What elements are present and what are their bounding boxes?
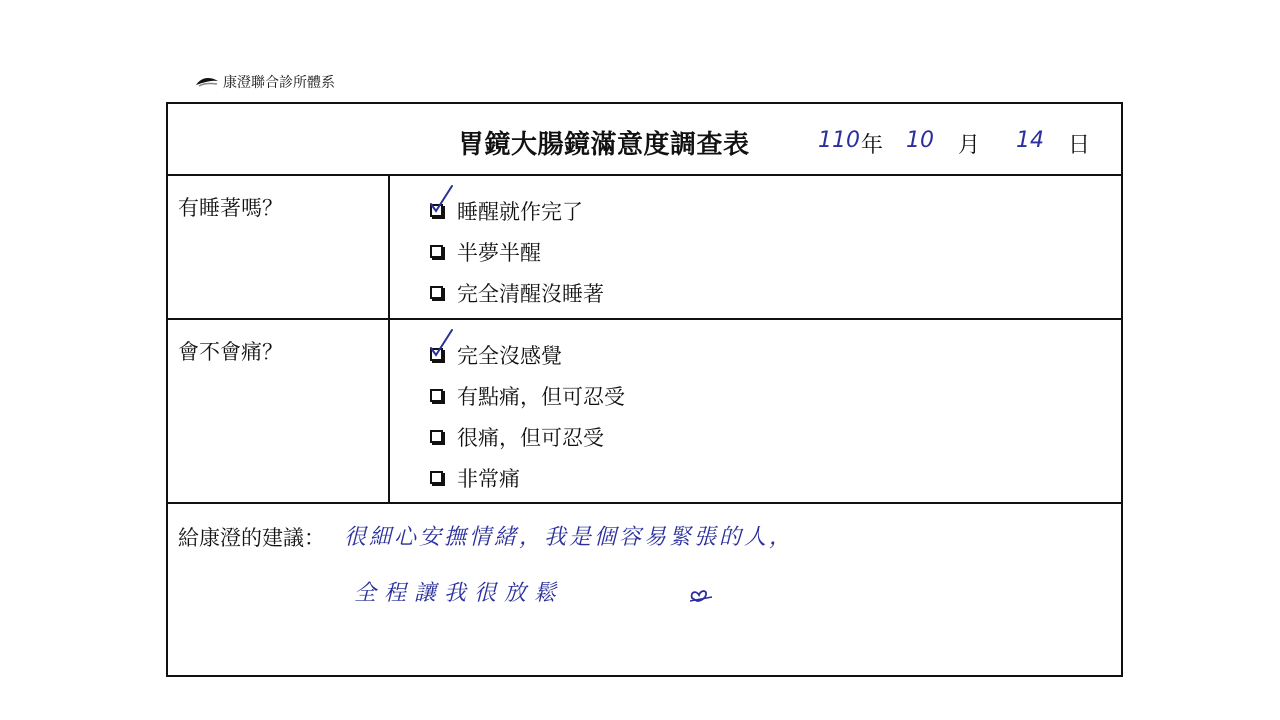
advice-handwritten-line2: 全程讓我很放鬆 [354,581,565,606]
year-value: 110 [818,128,860,153]
option-label: 睡醒就作完了 [457,199,583,224]
month-value: 10 [906,128,934,153]
checkbox[interactable] [430,389,443,402]
question-pain-row [168,320,1121,504]
heart-doodle-icon [688,584,714,604]
day-label: 日 [1068,133,1091,158]
form-title: 胃鏡大腸鏡滿意度調查表 [458,130,750,160]
option-label: 完全清醒沒睡著 [457,281,604,306]
option-label: 完全沒感覺 [457,343,562,368]
advice-handwritten-line1: 很細心安撫情緒，我是個容易緊張的人， [344,525,795,550]
check-mark-icon [428,328,454,358]
day-value: 14 [1016,128,1044,153]
question-sleep-label: 有睡著嗎？ [178,196,283,220]
month-label: 月 [958,133,981,158]
wing-logo-icon [195,76,219,88]
option-row [430,231,604,272]
option-row [430,416,625,457]
checkbox[interactable] [430,245,443,258]
year-label: 年 [861,133,884,158]
option-row [430,272,604,313]
option-label: 有點痛，但可忍受 [457,384,625,409]
question-sleep-row [168,176,1121,320]
option-label: 半夢半醒 [457,240,541,265]
option-label: 很痛，但可忍受 [457,425,604,450]
checkbox[interactable] [430,430,443,443]
checkbox-checked[interactable] [430,348,443,361]
option-row [430,457,625,498]
column-divider [388,176,390,318]
advice-section [168,504,1121,677]
check-mark-icon [428,184,454,214]
title-row [168,104,1121,176]
checkbox[interactable] [430,286,443,299]
survey-form [166,102,1123,677]
sleep-options [430,190,604,313]
pain-options [430,334,625,498]
option-row [430,334,625,375]
question-pain-label: 會不會痛？ [178,340,283,364]
checkbox-checked[interactable] [430,204,443,217]
option-label: 非常痛 [457,466,520,491]
column-divider [388,320,390,502]
checkbox[interactable] [430,471,443,484]
option-row [430,375,625,416]
clinic-brand [195,72,335,92]
brand-name: 康澄聯合診所體系 [223,75,335,91]
advice-label: 給康澄的建議： [178,526,325,550]
option-row [430,190,604,231]
